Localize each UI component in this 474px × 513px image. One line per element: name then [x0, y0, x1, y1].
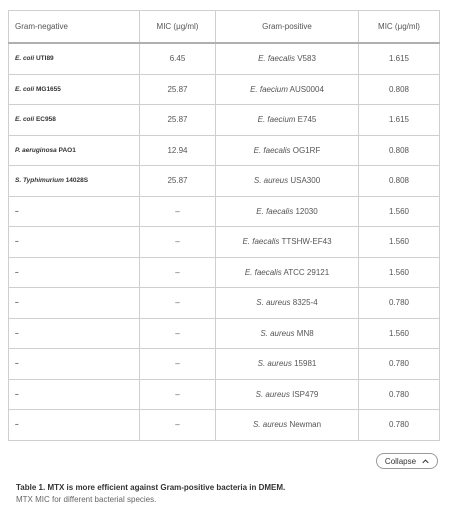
mic-table [8, 10, 440, 441]
gram-positive-species [216, 410, 359, 441]
gram-negative-mic: – [140, 410, 216, 441]
gram-positive-species [216, 105, 359, 136]
gram-positive-mic: 0.780 [359, 288, 440, 319]
table-caption-label: Table 1. [16, 483, 46, 492]
chevron-up-icon [422, 459, 429, 464]
gram-negative-strain: MG1655 [35, 85, 61, 93]
gram-positive-mic: 1.560 [359, 318, 440, 349]
gram-positive-genus: S. aureus [252, 420, 288, 430]
gram-positive-mic: 1.560 [359, 196, 440, 227]
table-row [9, 74, 440, 105]
gram-positive-species [216, 288, 359, 319]
gram-negative-species [9, 227, 140, 258]
gram-positive-genus: E. faecalis [242, 237, 280, 247]
gram-negative-strain: – [15, 207, 19, 215]
gram-negative-genus: S. Typhimurium [15, 177, 64, 185]
gram-negative-mic: 25.87 [140, 166, 216, 197]
gram-positive-species [216, 166, 359, 197]
gram-negative-strain: – [15, 421, 19, 429]
gram-positive-strain: OG1RF [292, 145, 321, 155]
gram-negative-strain: – [15, 299, 19, 307]
gram-positive-strain: V583 [297, 54, 316, 64]
table-row [9, 166, 440, 197]
table-row [9, 410, 440, 441]
gram-positive-species [216, 196, 359, 227]
gram-positive-genus: S. aureus [257, 359, 292, 369]
gram-negative-strain: – [15, 390, 19, 398]
gram-negative-species [9, 74, 140, 105]
gram-positive-species [216, 318, 359, 349]
gram-positive-genus: S. aureus [255, 389, 290, 399]
gram-negative-mic: 25.87 [140, 105, 216, 136]
gram-positive-strain: Newman [289, 420, 322, 430]
table-caption-title: MTX is more efficient against Gram-positive bacteria in DMEM. [47, 483, 286, 492]
gram-positive-genus: E. faecalis [258, 54, 295, 64]
gram-negative-mic: – [140, 227, 216, 258]
gram-negative-species [9, 379, 140, 410]
collapse-button[interactable] [376, 453, 438, 469]
gram-negative-mic: 6.45 [140, 43, 216, 74]
gram-negative-mic: – [140, 288, 216, 319]
gram-negative-genus: E. coli [15, 55, 35, 63]
gram-negative-species [9, 43, 140, 74]
gram-positive-strain: ATCC 29121 [283, 267, 330, 277]
gram-positive-strain: AUS0004 [289, 84, 324, 94]
table-row [9, 349, 440, 380]
gram-positive-mic: 0.780 [359, 410, 440, 441]
gram-negative-species [9, 349, 140, 380]
gram-negative-species [9, 410, 140, 441]
gram-positive-species [216, 43, 359, 74]
table-row [9, 227, 440, 258]
gram-positive-genus: S. aureus [256, 298, 291, 308]
gram-positive-genus: E. faecium [257, 115, 296, 125]
gram-negative-genus: E. coli [15, 85, 35, 93]
gram-negative-species [9, 135, 140, 166]
gram-positive-strain: 12030 [295, 206, 318, 216]
gram-negative-strain: PAO1 [58, 146, 76, 154]
gram-negative-strain: – [15, 360, 19, 368]
gram-negative-mic: 12.94 [140, 135, 216, 166]
gram-positive-strain: ISP479 [292, 389, 319, 399]
gram-negative-species [9, 318, 140, 349]
gram-positive-strain: 8325-4 [292, 298, 318, 308]
gram-positive-genus: E. faecium [250, 84, 288, 94]
gram-positive-species [216, 227, 359, 258]
gram-positive-genus: E. faecalis [253, 145, 291, 155]
header-mic-positive: MIC (μg/ml) [359, 11, 440, 44]
gram-positive-mic: 0.808 [359, 74, 440, 105]
table-row [9, 288, 440, 319]
gram-negative-strain: UTI89 [35, 55, 54, 63]
gram-positive-mic: 0.808 [359, 166, 440, 197]
gram-negative-species [9, 257, 140, 288]
gram-negative-strain: EC958 [35, 116, 56, 124]
gram-positive-strain: 15981 [294, 359, 317, 369]
gram-positive-mic: 0.780 [359, 349, 440, 380]
gram-positive-species [216, 135, 359, 166]
gram-negative-strain: – [15, 329, 19, 337]
gram-negative-mic: – [140, 318, 216, 349]
gram-negative-mic: – [140, 349, 216, 380]
gram-positive-mic: 1.615 [359, 43, 440, 74]
table-header-row [9, 11, 440, 44]
gram-positive-mic: 1.615 [359, 105, 440, 136]
gram-negative-mic: 25.87 [140, 74, 216, 105]
gram-positive-strain: MN8 [296, 328, 314, 338]
gram-negative-genus: P. aeruginosa [15, 146, 57, 154]
gram-positive-mic: 1.560 [359, 257, 440, 288]
gram-negative-strain: 14028S [65, 177, 89, 185]
gram-positive-species [216, 257, 359, 288]
gram-positive-species [216, 379, 359, 410]
gram-negative-species [9, 105, 140, 136]
gram-negative-strain: – [15, 238, 19, 246]
gram-negative-species [9, 196, 140, 227]
gram-positive-genus: S. aureus [260, 328, 295, 338]
gram-positive-genus: E. faecalis [256, 206, 294, 216]
table-row [9, 318, 440, 349]
table-body [9, 43, 440, 440]
header-gram-positive: Gram-positive [216, 11, 359, 44]
gram-negative-mic: – [140, 257, 216, 288]
gram-negative-genus: E. coli [15, 116, 35, 124]
gram-positive-species [216, 349, 359, 380]
mic-table-container [8, 10, 439, 441]
table-caption [16, 483, 285, 492]
header-mic-negative: MIC (μg/ml) [140, 11, 216, 44]
gram-negative-species [9, 166, 140, 197]
gram-negative-mic: – [140, 196, 216, 227]
table-row [9, 105, 440, 136]
table-row [9, 257, 440, 288]
gram-positive-strain: E745 [297, 115, 317, 125]
gram-positive-mic: 0.780 [359, 379, 440, 410]
table-caption-subtitle: MTX MIC for different bacterial species. [16, 495, 157, 504]
table-row [9, 196, 440, 227]
table-row [9, 135, 440, 166]
gram-negative-strain: – [15, 268, 19, 276]
gram-negative-species [9, 288, 140, 319]
gram-positive-mic: 1.560 [359, 227, 440, 258]
gram-positive-species [216, 74, 359, 105]
gram-positive-strain: USA300 [290, 176, 321, 186]
header-gram-negative: Gram-negative [9, 11, 140, 44]
gram-negative-mic: – [140, 379, 216, 410]
gram-positive-genus: E. faecalis [244, 267, 282, 277]
gram-positive-genus: S. aureus [253, 176, 289, 186]
gram-positive-mic: 0.808 [359, 135, 440, 166]
table-row [9, 43, 440, 74]
table-row [9, 379, 440, 410]
collapse-label: Collapse [384, 456, 417, 466]
gram-positive-strain: TTSHW-EF43 [281, 237, 332, 247]
